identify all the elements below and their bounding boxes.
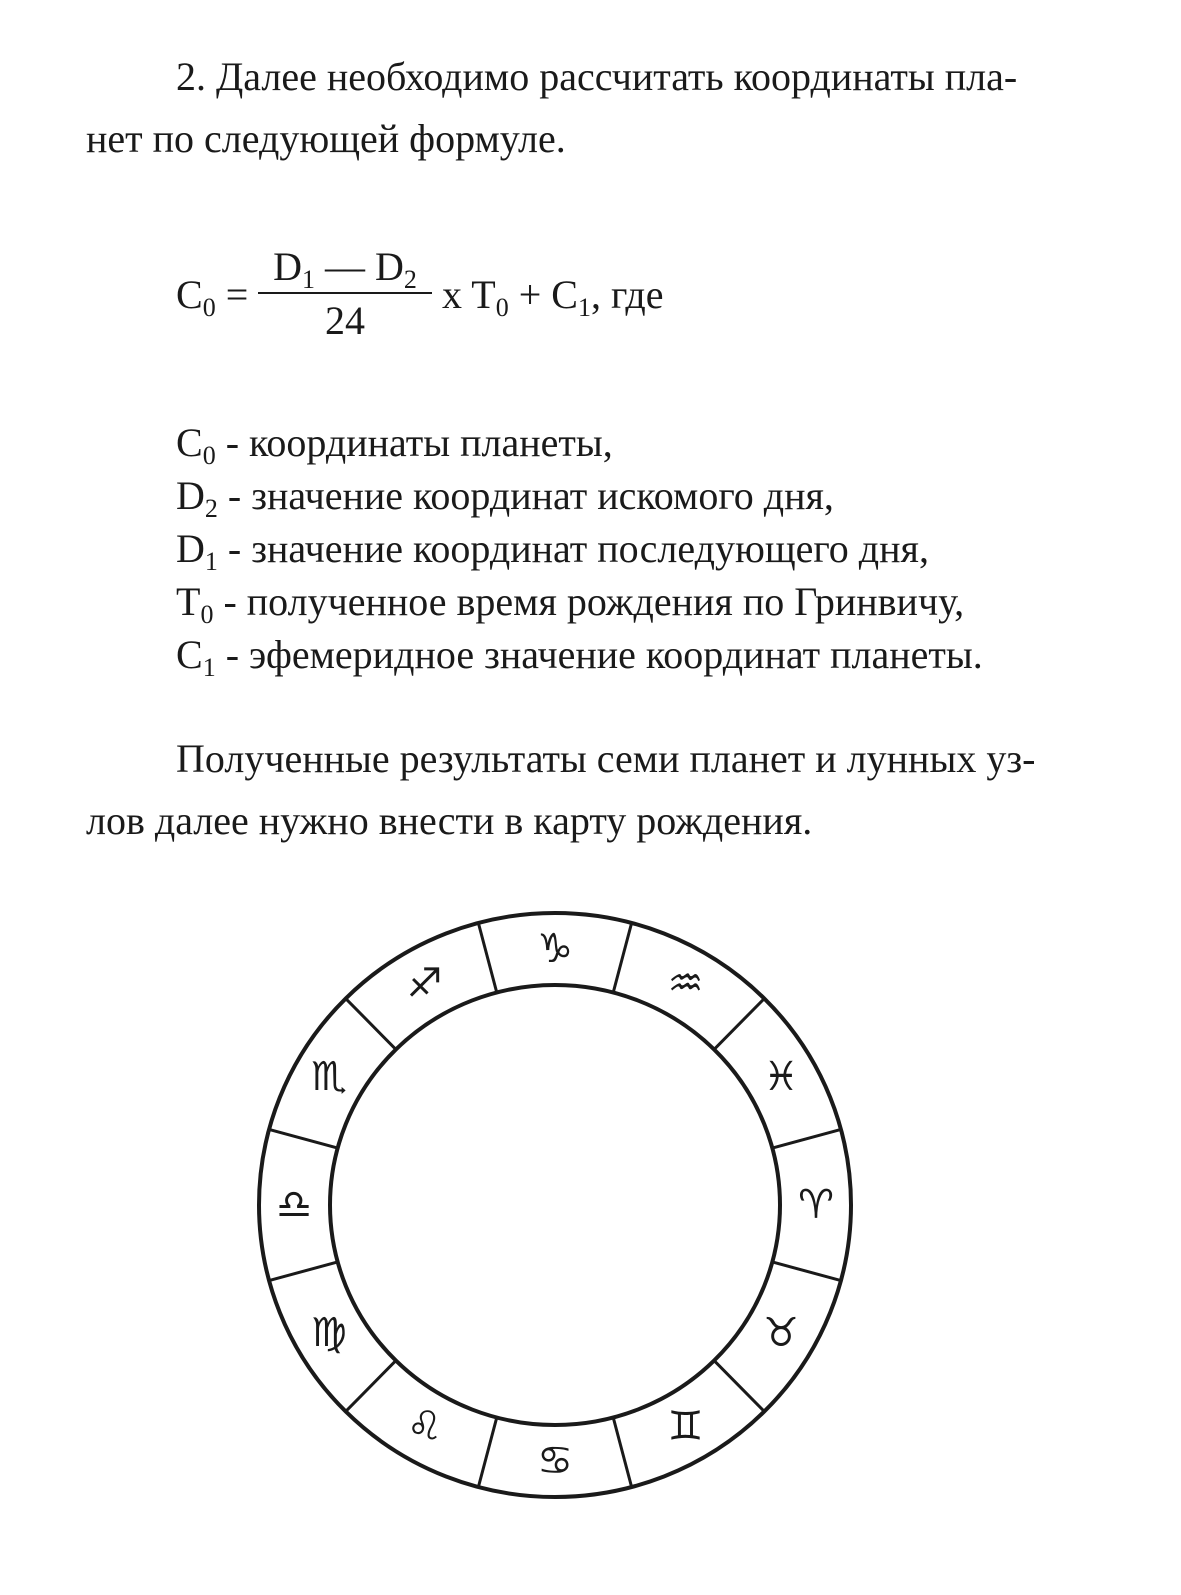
definition-item: $C_1$ - эфемеридное значение координат планеты. [176,632,983,682]
wheel-divider [269,1129,338,1148]
wheel-divider [613,923,631,993]
formula-denominator: 24 [325,298,365,343]
wheel-divider [346,999,396,1050]
definitions-list [176,416,983,681]
sagittarius-icon: ♐ [406,960,443,1007]
paragraph-intro [86,46,1086,170]
wheel-divider [346,1361,396,1412]
aquarius-icon: ♒ [667,960,704,1007]
formula-fraction [258,244,432,344]
definition-item: $D_2$ - значение координат искомого дня, [176,473,834,523]
libra-icon: ♎ [276,1182,312,1228]
wheel-divider [613,1418,631,1488]
wheel-divider [714,999,764,1050]
virgo-icon: ♍ [311,1310,347,1356]
definition-item: $D_1$ - значение координат последующего дня, [176,526,929,576]
zodiac-wheel [250,905,860,1505]
paragraph-intro-line-1: 2. Далее необходимо рассчитать координаты пла- [176,54,1018,99]
paragraph-conclusion-line-1: Полученные результаты семи планет и лунных уз- [176,736,1036,781]
wheel-divider [478,923,496,993]
cancer-icon: ♋ [537,1438,573,1484]
wheel-signs [276,926,834,1484]
taurus-icon: ♉ [763,1310,799,1356]
wheel-inner-ring [330,985,780,1425]
wheel-divider [269,1262,338,1281]
definition-item: $T_0$ - полученное время рождения по Гринвичу, [176,579,965,629]
wheel-divider [772,1129,841,1148]
wheel-dividers [269,923,841,1487]
aries-icon: ♈ [798,1182,834,1228]
pisces-icon: ♓ [763,1054,799,1100]
gemini-icon: ♊ [667,1403,704,1450]
wheel-divider [772,1262,841,1281]
wheel-divider [714,1361,764,1412]
scorpio-icon: ♏ [311,1054,347,1100]
formula-numerator: $D_1$ — $D_2$ [273,244,417,294]
paragraph-conclusion-line-2: лов далее нужно внести в карту рождения. [86,798,813,843]
definition-item: $C_0$ - координаты планеты, [176,420,613,470]
wheel-divider [478,1418,496,1488]
formula [176,244,876,354]
leo-icon: ♌ [406,1403,443,1450]
paragraph-conclusion [86,728,1086,852]
capricorn-icon: ♑ [537,926,573,972]
formula-lhs: $C_0$ = [176,272,249,322]
formula-rhs: x $T_0 + C_1$, где [442,272,664,322]
paragraph-intro-line-2: нет по следующей формуле. [86,116,566,161]
